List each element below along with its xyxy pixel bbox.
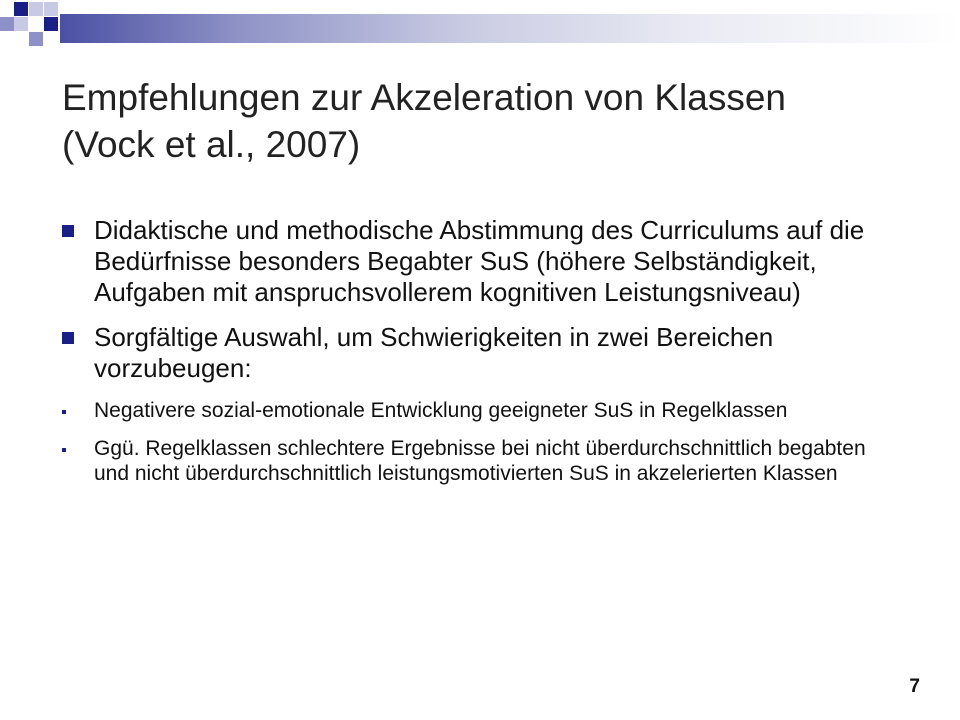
sub-bullet-text: Ggü. Regelklassen schlechtere Ergebnisse bei nicht überdurchschnittlich begabten und nicht überdurchschnittlich leistungsmotivierten SuS in akzelerierten Klassen bbox=[94, 437, 866, 485]
deco-square-icon bbox=[0, 17, 14, 31]
slide-title bbox=[62, 74, 922, 168]
sub-bullet-item bbox=[62, 436, 882, 486]
dot-bullet-icon bbox=[62, 410, 66, 414]
bullet-text: Didaktische und methodische Abstimmung des Curriculums auf die Bedürfnisse besonders Begabter SuS (höhere Selbständigkeit, Aufgaben mit anspruchsvollerem kognitiven Leistungsniveau) bbox=[94, 215, 865, 307]
bullet-text: Sorgfältige Auswahl, um Schwierigkeiten in zwei Bereichen vorzubeugen: bbox=[94, 322, 774, 383]
sub-bullet-item bbox=[62, 398, 882, 423]
deco-square-icon bbox=[14, 17, 28, 31]
slide-title-line-1: Empfehlungen zur Akzeleration von Klassen bbox=[62, 77, 786, 118]
sub-bullet-text: Negativere sozial-emotionale Entwicklung geeigneter SuS in Regelklassen bbox=[94, 399, 788, 422]
deco-square-icon bbox=[14, 2, 28, 16]
deco-square-icon bbox=[44, 17, 58, 31]
header-gradient-bar bbox=[60, 14, 960, 43]
page-number: 7 bbox=[909, 676, 920, 697]
slide-title-line-2: (Vock et al., 2007) bbox=[62, 124, 361, 165]
bullet-item bbox=[62, 322, 882, 384]
square-bullet-icon bbox=[62, 225, 74, 237]
bullet-item bbox=[62, 215, 882, 308]
square-bullet-icon bbox=[62, 332, 74, 344]
bullet-list bbox=[62, 215, 882, 499]
deco-square-icon bbox=[44, 2, 58, 16]
dot-bullet-icon bbox=[62, 448, 66, 452]
deco-square-icon bbox=[29, 32, 43, 46]
header-decoration bbox=[0, 0, 960, 48]
deco-square-icon bbox=[29, 2, 43, 16]
